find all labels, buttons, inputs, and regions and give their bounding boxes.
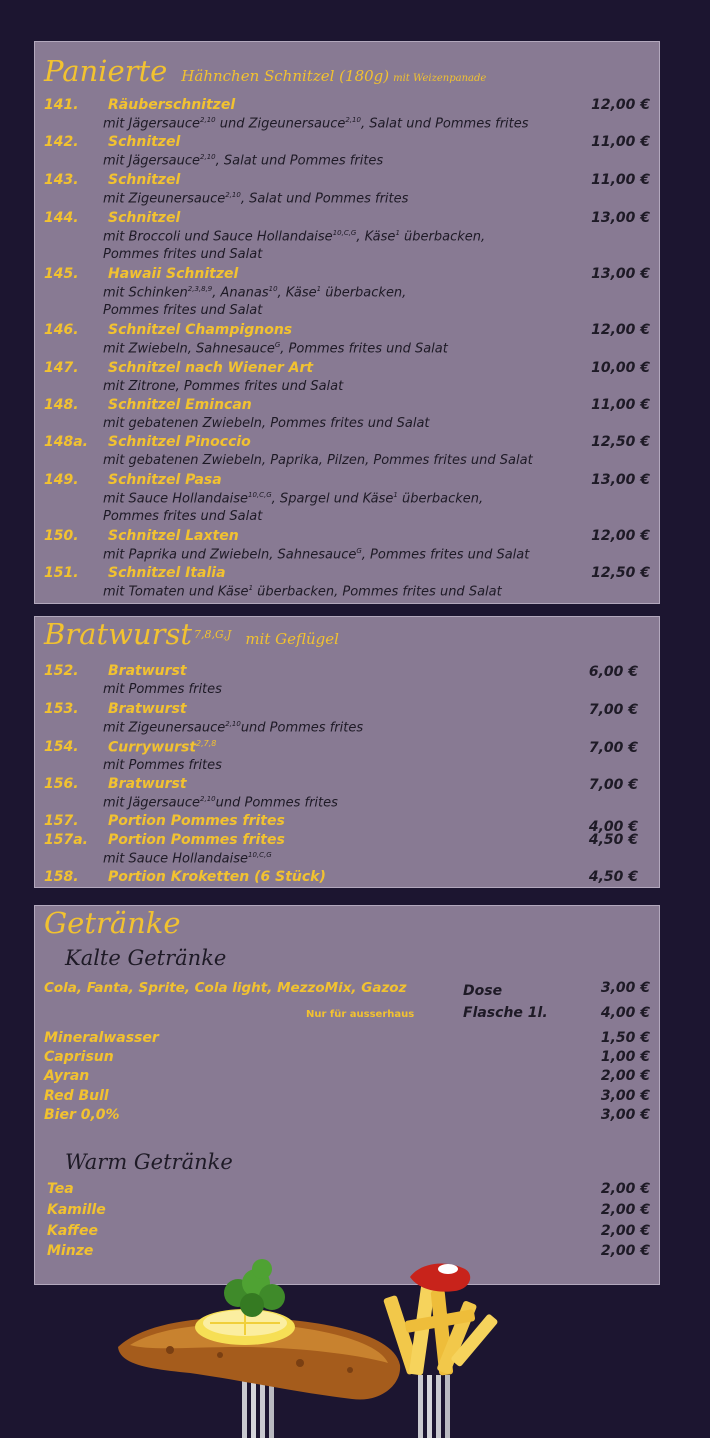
item-number: 154. — [44, 739, 79, 755]
flasche-price: 4,00 € — [600, 1005, 650, 1021]
item-name — [108, 701, 187, 717]
item-number: 149. — [44, 472, 79, 488]
desc-text: mit Zigeunersauce — [103, 191, 226, 207]
desc-text: , Salat und Pommes frites — [240, 191, 409, 207]
item-price: 12,50 € — [591, 434, 650, 450]
flasche-label: Flasche 1l. — [463, 1005, 548, 1021]
item-name: Schnitzel Laxten — [108, 528, 239, 544]
allergen-sup: 1 — [395, 229, 400, 237]
item-description — [103, 795, 338, 810]
item-description — [103, 758, 222, 773]
menu-item — [44, 663, 650, 682]
menu-item — [44, 97, 650, 116]
fries-icon — [383, 1284, 499, 1375]
menu-item — [44, 739, 650, 758]
allergen-sup: 10,C,G — [332, 229, 357, 237]
item-name: Räuberschnitzel — [108, 97, 236, 113]
desc-text: mit Pommes frites — [103, 682, 222, 697]
drink-name: Kamille — [47, 1202, 106, 1218]
item-name — [108, 869, 326, 885]
drink-price: 2,00 € — [600, 1243, 650, 1259]
item-description — [103, 584, 502, 599]
cola-line: Cola, Fanta, Sprite, Cola light, MezzoMix, Gazoz — [44, 980, 407, 996]
item-price: 12,00 € — [591, 528, 650, 544]
desc-text: und Pommes frites — [240, 720, 364, 736]
item-price: 4,50 € — [588, 832, 638, 848]
drink-price: 3,00 € — [600, 1107, 650, 1123]
drink-price: 1,00 € — [600, 1049, 650, 1065]
item-name: Schnitzel Pasa — [108, 472, 222, 488]
item-name: Schnitzel Pinoccio — [108, 434, 251, 450]
item-price: 4,00 € — [588, 819, 638, 835]
item-number: 157a. — [44, 832, 88, 848]
item-number: 152. — [44, 663, 79, 679]
item-name: Schnitzel Italia — [108, 565, 226, 581]
desc-text: , Käse — [356, 229, 396, 245]
item-name — [108, 776, 187, 792]
item-name: Schnitzel — [108, 134, 181, 150]
bratwurst-allergens: 7,8,G,J — [194, 627, 232, 641]
takeaway-note: Nur für ausserhaus — [306, 1009, 415, 1020]
allergen-sup: 2,3,8,9 — [187, 285, 213, 293]
drink-name: Bier 0,0% — [44, 1107, 120, 1123]
drinks-section-title — [44, 906, 181, 940]
menu-item — [44, 701, 650, 720]
desc-text: überbacken, — [399, 229, 486, 245]
desc-text: mit Pommes frites — [103, 758, 222, 773]
desc-text: und Zigeunersauce — [215, 116, 346, 132]
item-name — [108, 739, 216, 756]
item-description — [103, 720, 363, 735]
desc-text: mit Paprika und Zwiebeln, Sahnesauce — [103, 547, 357, 563]
item-name: Hawaii Schnitzel — [108, 266, 239, 282]
allergen-sup: 10 — [268, 285, 278, 293]
drink-price: 3,00 € — [600, 1088, 650, 1104]
item-name: Schnitzel — [108, 210, 181, 226]
cold-drinks-header: Kalte Getränke — [65, 946, 227, 970]
item-price: 11,00 € — [591, 397, 650, 413]
desc-text: , Käse — [277, 285, 317, 301]
item-description-line2: Pommes frites und Salat — [103, 509, 263, 524]
menu-item — [44, 134, 650, 153]
menu-item — [44, 869, 650, 888]
menu-item — [44, 360, 650, 379]
menu-item — [44, 832, 650, 851]
desc-text: mit Schinken — [103, 285, 188, 301]
allergen-sup: G — [274, 341, 281, 349]
desc-text: mit Zitrone, Pommes frites und Salat — [103, 379, 344, 394]
item-price: 13,00 € — [591, 472, 650, 488]
desc-text: mit Jägersauce — [103, 153, 201, 169]
item-price: 12,00 € — [591, 97, 650, 113]
item-name-text: Bratwurst — [108, 701, 187, 717]
desc-text: , Salat und Pommes frites — [215, 153, 384, 169]
parsley-icon — [224, 1259, 285, 1317]
item-price: 6,00 € — [588, 664, 638, 680]
drink-price: 2,00 € — [600, 1223, 650, 1239]
drink-name: Caprisun — [44, 1049, 114, 1065]
item-number: 158. — [44, 869, 79, 885]
desc-text: mit Zwiebeln, Sahnesauce — [103, 341, 275, 357]
desc-text: , Pommes frites und Salat — [361, 547, 530, 563]
right-fork-icon — [418, 1375, 450, 1438]
allergen-sup: 2,10 — [345, 116, 361, 124]
item-description-line2: Pommes frites und Salat — [103, 247, 263, 262]
item-price: 12,00 € — [591, 322, 650, 338]
warm-drinks-header: Warm Getränke — [65, 1150, 233, 1174]
item-number: 153. — [44, 701, 79, 717]
item-description — [103, 682, 222, 697]
desc-text: mit Broccoli und Sauce Hollandaise — [103, 229, 333, 245]
menu-item — [44, 434, 650, 453]
menu-item — [44, 210, 650, 229]
item-number: 142. — [44, 134, 79, 150]
menu-item — [44, 172, 650, 191]
allergen-sup: 10,C,G — [248, 851, 272, 859]
item-description — [103, 416, 430, 431]
item-description — [103, 453, 533, 468]
item-description — [103, 851, 272, 866]
bratwurst-section-title — [44, 617, 339, 651]
desc-text: mit Zigeunersauce — [103, 720, 226, 736]
drink-price: 1,50 € — [600, 1030, 650, 1046]
desc-text: , Pommes frites und Salat — [280, 341, 448, 357]
schnitzel-section-title — [44, 54, 486, 88]
item-number: 144. — [44, 210, 79, 226]
drink-name: Red Bull — [44, 1088, 109, 1104]
item-name: Schnitzel — [108, 172, 181, 188]
desc-text: mit Jägersauce — [103, 795, 201, 811]
allergen-sup: 2,10 — [200, 116, 216, 124]
drink-price: 2,00 € — [600, 1068, 650, 1084]
item-name — [108, 832, 285, 848]
item-name: Schnitzel Champignons — [108, 322, 293, 338]
desc-text: mit gebatenen Zwiebeln, Paprika, Pilzen, Pommes frites und Salat — [103, 453, 533, 468]
item-description-line2: Pommes frites und Salat — [103, 303, 263, 318]
desc-text: mit Tomaten und Käse — [103, 584, 249, 600]
drink-name: Ayran — [44, 1068, 90, 1084]
item-price: 7,00 € — [588, 740, 638, 756]
allergen-sup: 1 — [248, 584, 254, 592]
item-number: 148a. — [44, 434, 88, 450]
menu-item — [44, 565, 650, 584]
item-number: 147. — [44, 360, 79, 376]
desc-text: , Ananas — [212, 285, 269, 301]
item-price: 10,00 € — [591, 360, 650, 376]
drink-name: Kaffee — [47, 1223, 98, 1239]
drink-price: 2,00 € — [600, 1202, 650, 1218]
desc-text: , Salat und Pommes frites — [360, 116, 529, 132]
desc-text: mit Jägersauce — [103, 116, 201, 132]
item-description — [103, 379, 343, 394]
item-price: 11,00 € — [591, 172, 650, 188]
item-number: 150. — [44, 528, 79, 544]
item-description — [103, 285, 406, 300]
schnitzel-subtitle: Hähnchen Schnitzel (180g) — [181, 67, 390, 85]
item-name-text: Portion Pommes frites — [108, 832, 285, 848]
desc-text: mit Sauce Hollandaise — [103, 851, 248, 867]
allergen-sup: 10,C,G — [248, 491, 272, 499]
item-number: 146. — [44, 322, 79, 338]
item-price: 7,00 € — [588, 777, 638, 793]
food-illustration — [0, 1255, 710, 1438]
menu-item — [44, 322, 650, 341]
dose-label: Dose — [463, 983, 503, 999]
menu-item — [44, 266, 650, 285]
item-description — [103, 153, 383, 168]
allergen-sup: 2,7,8 — [196, 739, 217, 748]
drinks-title: Getränke — [44, 906, 181, 940]
desc-text: mit Sauce Hollandaise — [103, 491, 248, 507]
item-name — [108, 663, 187, 679]
item-price: 11,00 € — [591, 134, 650, 150]
menu-item — [44, 776, 650, 795]
item-price: 4,50 € — [588, 869, 638, 885]
allergen-sup: 2,10 — [225, 720, 241, 728]
dose-price: 3,00 € — [600, 980, 650, 996]
item-price: 13,00 € — [591, 266, 650, 282]
allergen-sup: 2,10 — [225, 191, 241, 199]
item-number: 148. — [44, 397, 79, 413]
item-name: Schnitzel nach Wiener Art — [108, 360, 314, 376]
allergen-sup: 2,10 — [200, 795, 216, 803]
bratwurst-title: Bratwurst — [44, 617, 193, 651]
item-price: 13,00 € — [591, 210, 650, 226]
schnitzel-subtitle-note: mit Weizenpanade — [393, 73, 487, 84]
item-description — [103, 229, 485, 244]
desc-text: überbacken, — [397, 491, 484, 507]
item-name-text: Bratwurst — [108, 776, 187, 792]
menu-item — [44, 528, 650, 547]
menu-item — [44, 813, 650, 835]
item-number: 145. — [44, 266, 79, 282]
desc-text: überbacken, Pommes frites und Salat — [253, 584, 502, 600]
desc-text: mit gebatenen Zwiebeln, Pommes frites und Salat — [103, 416, 430, 431]
drink-price: 2,00 € — [600, 1181, 650, 1197]
item-description — [103, 491, 483, 506]
item-name-text: Portion Kroketten (6 Stück) — [108, 869, 326, 885]
item-description — [103, 191, 408, 206]
item-name-text: Bratwurst — [108, 663, 187, 679]
drink-name: Mineralwasser — [44, 1030, 159, 1046]
drink-name: Tea — [47, 1181, 74, 1197]
drink-name: Minze — [47, 1243, 94, 1259]
schnitzel-title: Panierte — [44, 54, 168, 88]
menu-item — [44, 397, 650, 416]
item-number: 151. — [44, 565, 79, 581]
item-name-text: Portion Pommes frites — [108, 813, 285, 829]
item-description — [103, 547, 529, 562]
desc-text: überbacken, — [321, 285, 407, 301]
item-number: 156. — [44, 776, 79, 792]
item-name: Schnitzel Emincan — [108, 397, 252, 413]
bratwurst-panel — [34, 616, 660, 888]
drinks-panel — [34, 905, 660, 1285]
desc-text: und Pommes frites — [215, 795, 338, 811]
bratwurst-subtitle: mit Geflügel — [245, 630, 339, 648]
item-description — [103, 116, 529, 131]
item-price: 12,50 € — [591, 565, 650, 581]
item-number: 157. — [44, 813, 79, 829]
ketchup-icon — [410, 1263, 470, 1291]
item-price: 7,00 € — [588, 702, 638, 718]
item-description — [103, 341, 448, 356]
item-name-text: Currywurst — [108, 739, 197, 756]
schnitzel-panel — [34, 41, 660, 604]
desc-text: , Spargel und Käse — [271, 491, 394, 507]
allergen-sup: 1 — [393, 491, 398, 499]
allergen-sup: 2,10 — [200, 153, 216, 161]
item-name — [108, 813, 285, 829]
menu-item — [44, 472, 650, 491]
allergen-sup: 1 — [316, 285, 322, 293]
item-number: 143. — [44, 172, 79, 188]
allergen-sup: G — [356, 547, 362, 555]
item-number: 141. — [44, 97, 79, 113]
